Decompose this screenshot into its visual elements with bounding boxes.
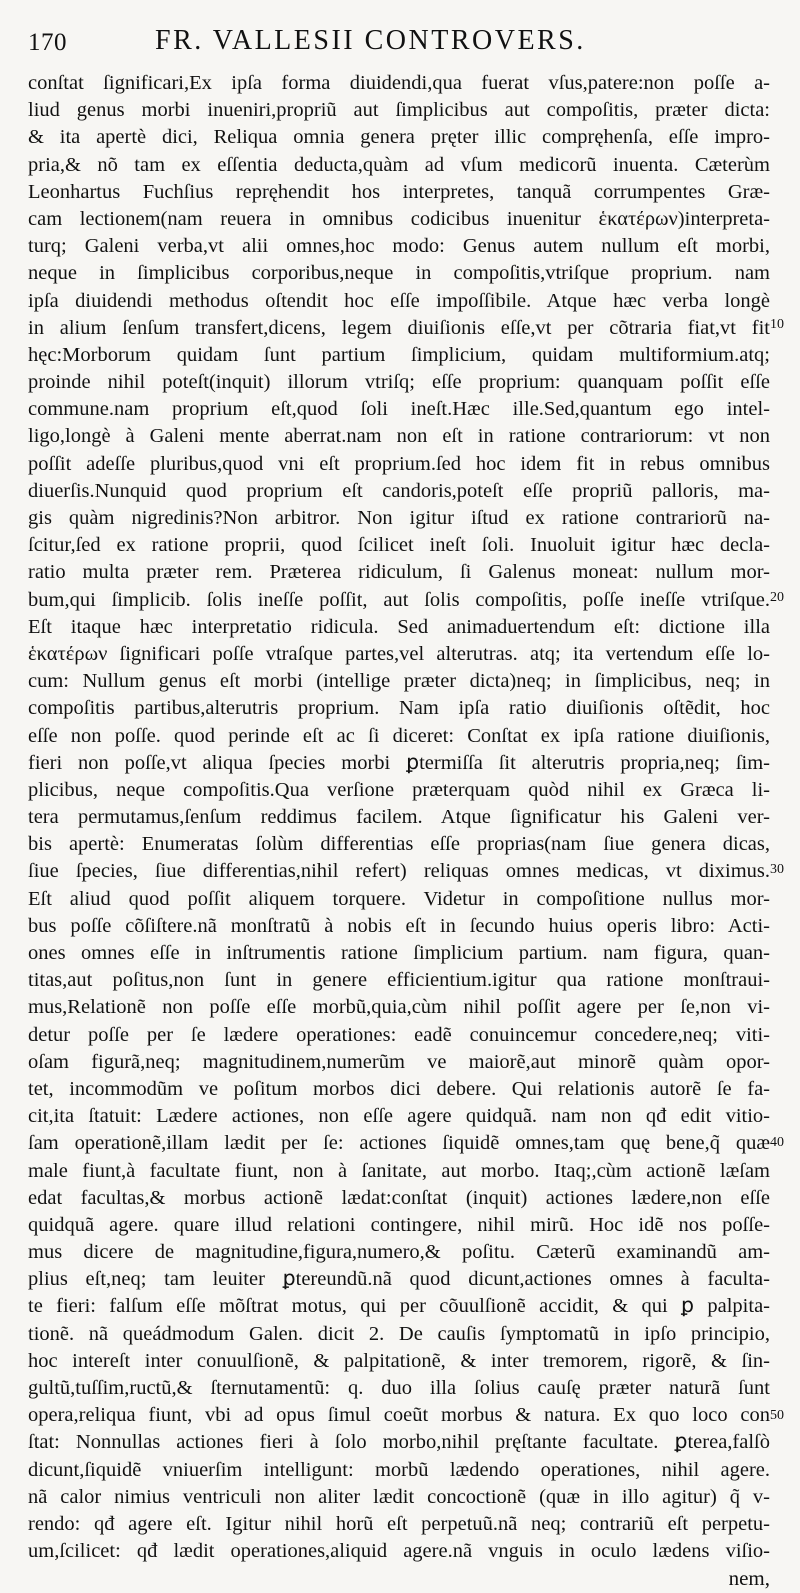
text-line: conſtat ſignificari,Ex ipſa forma diuidendi,qua fuerat vſus,patere:non poſſe a-: [28, 72, 770, 94]
text-line: eſſe non poſſe. quod perinde eſt ac ſi diceret: Conſtat ex ipſa ratione diuiſionis,: [28, 724, 770, 747]
text-line: male fiunt,à facultate fiunt, non à ſanitate, aut morbo. Itaq;,cùm actionẽ læſam: [28, 1159, 770, 1182]
running-head: FR. VALLESII CONTROVERS.: [155, 25, 586, 56]
text-line: bis apertè: Enumeratas ſolùm differentias eſſe proprias(nam ſiue genera dicas,: [28, 833, 770, 856]
text-line: bus poſſe cõſiſtere.nã monſtratũ à nobis eſt in ſecundo huius operis libro: Acti-: [28, 914, 770, 937]
text-line: titas,aut poſitus,non ſunt in genere efficientium.igitur qua ratione monſtraui-: [28, 969, 770, 992]
text-line: hęc:Morborum quidam ſunt partium ſimplicium, quidam multiformium.atq;: [28, 343, 770, 366]
text-line: Eſt aliud quod poſſit aliquem torquere. Videtur in compoſitione nullus mor-: [28, 887, 770, 910]
text-line: turq; Galeni verba,vt alii omnes,hoc modo: Genus autem nullum eſt morbi,: [28, 235, 770, 258]
text-line: ſcitur,ſed ex ratione proprii, quod ſcilicet ineſt ſoli. Inuoluit igitur hæc decla-: [28, 534, 770, 557]
body-text: [28, 70, 770, 1593]
text-line: te fieri: falſum eſſe mõſtrat motus, qui per cõuulſionẽ accidit, & qui ꝑ palpita-: [28, 1295, 770, 1318]
text-line: ligo,longè à Galeni mente aberrat.nam non eſt in ratione contrariorum: vt non: [28, 425, 770, 448]
text-line: & ita apertè dici, Reliqua omnia genera pręter illic compręhenſa, eſſe impro-: [28, 126, 770, 149]
text-line: ones omnes eſſe in inſtrumentis ratione ſimplicium partium. nam figura, quan-: [28, 942, 770, 964]
text-line: in alium ſenſum transfert,dicens, legem diuiſionis eſſe,vt per cõtraria fiat,vt fit: [28, 316, 770, 339]
text-line: ipſa diuidendi methodus oſtendit hoc eſſe impoſſibile. Atque hæc verba longè: [28, 289, 770, 312]
text-line: cam lectionem(nam reuera in omnibus codicibus inuenitur ἑκατέρων)interpreta-: [28, 207, 770, 230]
text-line: nã calor nimius ventriculi non aliter lædit concoctionẽ (quæ in illo agitur) q̃ v-: [28, 1485, 770, 1508]
text-line: commune.nam proprium eſt,quod ſoli ineſt.Hæc ille.Sed,quantum ego intel-: [28, 398, 770, 421]
text-line: diuerſis.Nunquid quod proprium eſt candoris,poteſt eſſe propriũ palloris, ma-: [28, 479, 770, 502]
margin-line-number: 10: [770, 317, 784, 332]
text-line: mus dicere de magnitudine,figura,numero,& poſitu. Cæterũ examinandũ am-: [28, 1241, 770, 1264]
catchword: nem,: [728, 1566, 770, 1591]
text-line: ἑκατέρων ſignificari poſſe vtraſque partes,vel alterutras. atq; ita vertendum eſſe lo-: [28, 642, 770, 665]
text-line: rendo: qđ agere eſt. Igitur nihil horũ eſt perpetuũ.nã neq; contrariũ eſt perpetu-: [28, 1512, 770, 1535]
text-line: ratio multa præter rem. Præterea ridiculum, ſi Galenus moneat: nullum mor-: [28, 561, 770, 584]
text-line: neque in ſimplicibus corporibus,neque in compoſitis,vtriſque proprium. nam: [28, 262, 770, 285]
text-line: um,ſcilicet: qđ lædit operationes,aliquid agere.nã vnguis in oculo lædens viſio-: [28, 1540, 770, 1563]
margin-line-numbers: [770, 0, 798, 1593]
text-line: tionẽ. nã queádmodum Galen. dicit 2. De cauſis ſymptomatũ in ipſo principio,: [28, 1322, 770, 1345]
page-number: 170: [28, 29, 67, 56]
text-line: edat facultas,& morbus actionẽ lædat:conſtat (inquit) actiones lædere,non eſſe: [28, 1186, 770, 1209]
text-line: ſtat: Nonnullas actiones fieri à ſolo morbo,nihil pręſtante facultate. ꝑterea,falſò: [28, 1431, 770, 1454]
text-line: dicunt,ſiquidẽ vniuerſim intelligunt: morbũ lædendo operationes, nihil agere.: [28, 1458, 770, 1481]
text-line: tet, incommodũm ve poſitum morbos dici debere. Qui relationis autorẽ ſe fa-: [28, 1077, 770, 1100]
margin-line-number: 30: [770, 862, 784, 877]
text-line: poſſit adeſſe pluribus,quod vni eſt proprium.ſed hoc idem fit in rebus omnibus: [28, 452, 770, 475]
text-line: Eſt itaque hæc interpretatio ridicula. Sed animaduertendum eſt: dictione illa: [28, 615, 770, 638]
margin-line-number: 20: [770, 590, 784, 605]
text-line: plicibus, neque compoſitis.Qua verſione præterquam quòd nihil ex Græca li-: [28, 778, 770, 801]
text-line: pria,& nõ tam ex eſſentia deducta,quàm ad vſum medicorũ inuenta. Cæterùm: [28, 153, 770, 176]
text-line: oſam figurã,neq; magnitudinem,numerũm ve maiorẽ,aut minorẽ quàm opor-: [28, 1050, 770, 1073]
text-line: cit,ita ſtatuit: Lædere actiones, non eſſe agere quidquã. nam non qđ edit vitio-: [28, 1105, 770, 1128]
text-line: fieri non poſſe,vt aliqua ſpecies morbi ꝑtermiſſa ſit alterutris propria,neq; ſim-: [28, 751, 770, 774]
text-line: ſiue ſpecies, ſiue differentias,nihil refert) reliquas omnes medicas, vt diximus.: [28, 860, 770, 883]
text-line: plius eſt,neq; tam leuiter ꝑtereundũ.nã quod dicunt,actiones omnes à faculta-: [28, 1268, 770, 1291]
text-line: cum: Nullum genus eſt morbi (intellige præter dicta)neq; in ſimplicibus, neq; in: [28, 670, 770, 693]
text-line: Leonhartus Fuchſius repręhendit hos interpretes, tanquã corrumpentes Græ-: [28, 180, 770, 203]
text-line: gis quàm nigredinis?Non arbitror. Non igitur iſtud ex ratione contrariorũ na-: [28, 507, 770, 529]
text-line: ſam operationẽ,illam lædit per ſe: actiones ſiquidẽ omnes,tam quę bene,q̃ quæ: [28, 1132, 770, 1155]
text-line: bum,qui ſimplicib. ſolis ineſſe poſſit, aut ſolis compoſitis, poſſe ineſſe vtriſque.: [28, 588, 770, 611]
text-line: opera,reliqua fiunt, vbi ad opus ſimul coeũt morbus & natura. Ex quo loco con: [28, 1404, 770, 1427]
text-line: tera permutamus,ſenſum reddimus facilem. Atque ſignificatur his Galeni ver-: [28, 806, 770, 829]
margin-line-number: 50: [770, 1408, 784, 1423]
text-line: gultũ,tuſſim,ructũ,& ſternutamentũ: q. duo illa ſolius cauſę præter naturã ſunt: [28, 1377, 770, 1399]
text-line: mus,Relationẽ non poſſe eſſe morbũ,quia,cùm nihil poſſit agere per ſe,non vi-: [28, 996, 770, 1019]
text-line: quidquã agere. quare illud relationi contingere, nihil mirũ. Hoc idẽ nos poſſe-: [28, 1213, 770, 1236]
text-line: liud genus morbi inueniri,propriũ aut ſimplicibus aut compoſitis, præter dicta:: [28, 99, 770, 122]
text-line: detur poſſe per ſe lædere operationes: eadẽ conuincemur concedere,neq; viti-: [28, 1023, 770, 1046]
margin-line-number: 40: [770, 1135, 784, 1150]
text-line: proinde nihil poteſt(inquit) illorum vtriſq; eſſe proprium: quanquam poſſit eſſe: [28, 371, 770, 394]
text-line: hoc intereſt inter conuulſionẽ, & palpitationẽ, & inter tremorem, rigorẽ, & ſin-: [28, 1349, 770, 1372]
text-line: compoſitis partibus,alterutris proprium. Nam ipſa ratio diuiſionis oſtẽdit, hoc: [28, 697, 770, 720]
